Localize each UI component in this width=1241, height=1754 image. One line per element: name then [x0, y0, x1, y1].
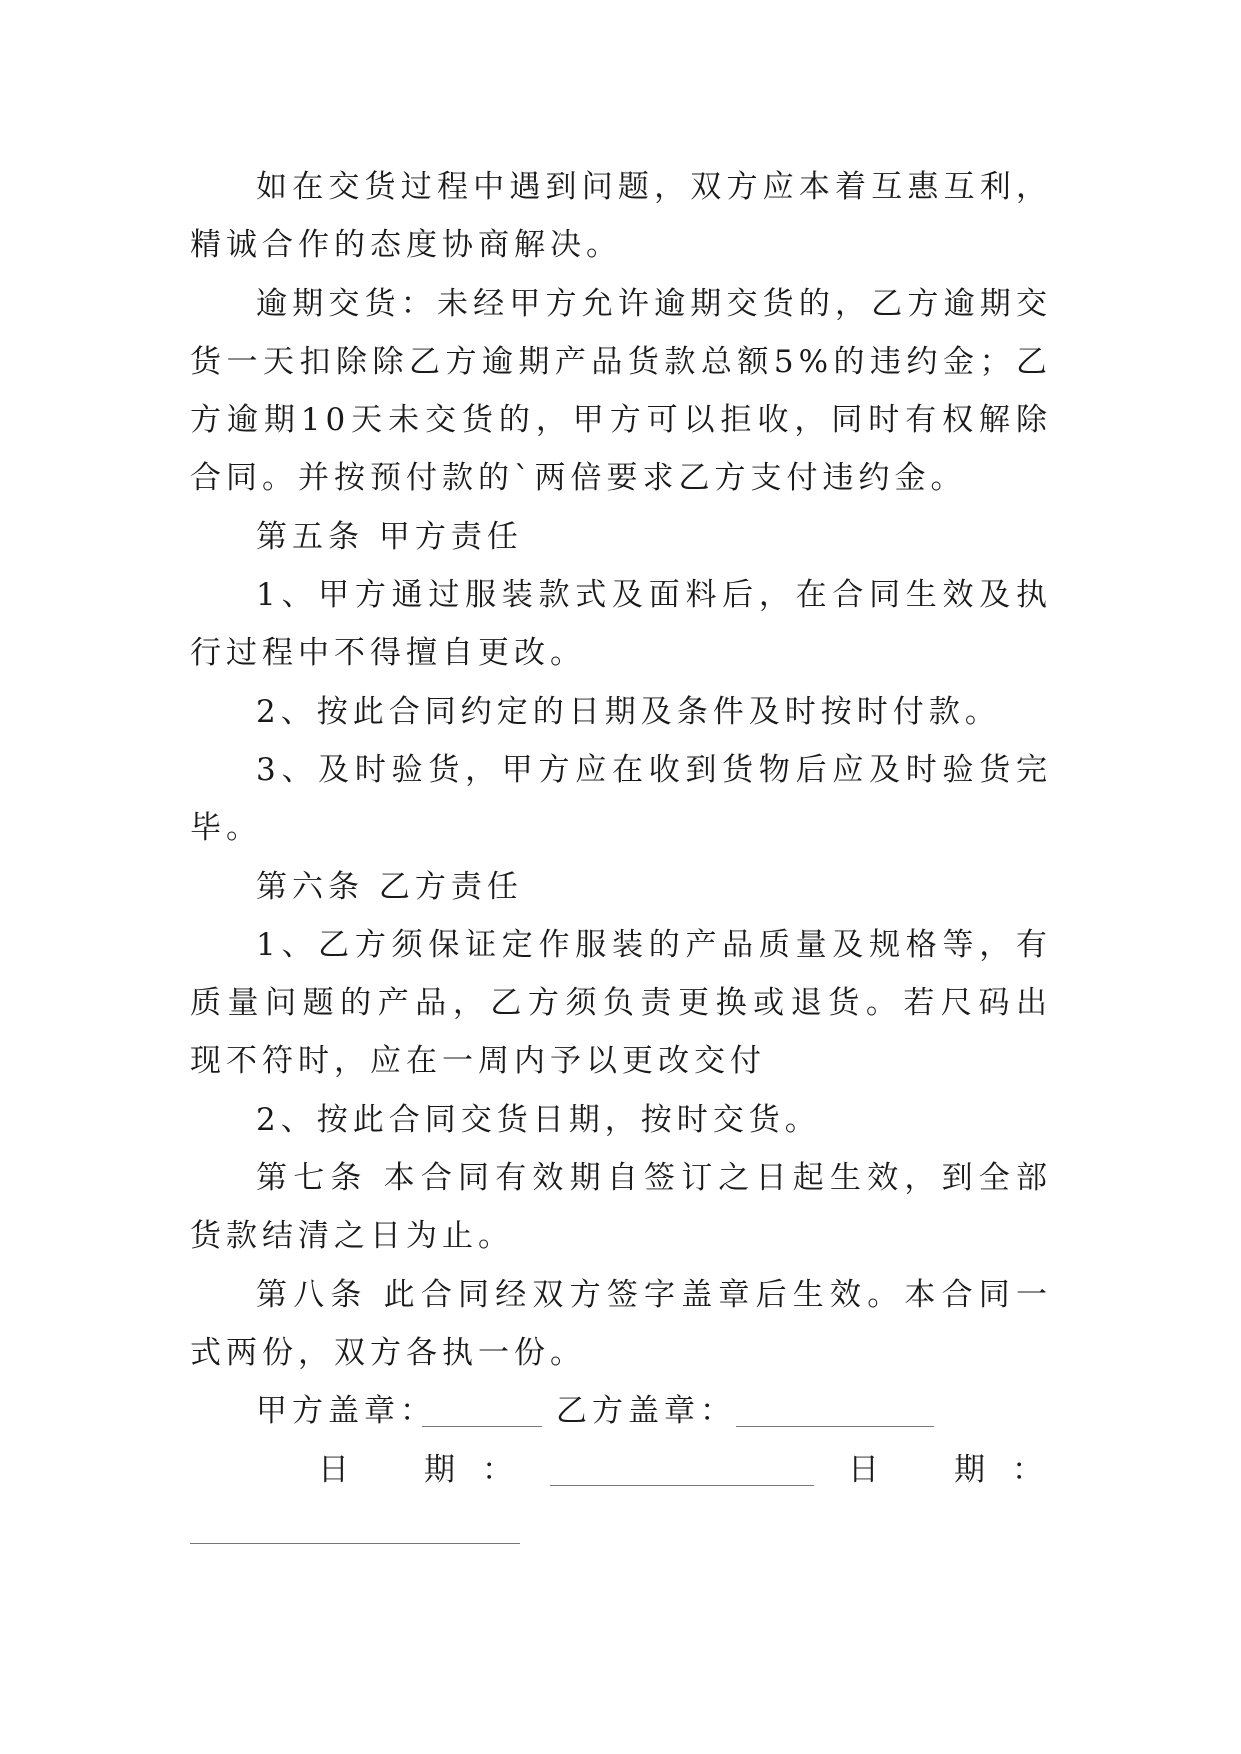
party-b-date-char-2: 期 [954, 1451, 990, 1488]
paragraph-delivery-issues: 如在交货过程中遇到问题，双方应本着互惠互利，精诚合作的态度协商解决。 [190, 169, 1052, 264]
article-5-item-3: 3、及时验货，甲方应在收到货物后应及时验货完毕。 [190, 751, 1052, 847]
party-b-date-colon: ： [1012, 1451, 1048, 1488]
article-6-item-2: 2、按此合同交货日期，按时交货。 [256, 1101, 821, 1138]
party-b-date-char-1: 日 [848, 1451, 884, 1488]
seal-row [190, 1382, 1052, 1440]
party-b-seal-label: 乙方盖章： [556, 1393, 736, 1430]
article-7: 第七条 本合同有效期自签订之日起生效，到全部货款结清之日为止。 [190, 1160, 1052, 1255]
date-line-continuation-row [190, 1499, 1052, 1557]
paragraph-late-delivery: 逾期交货：未经甲方允许逾期交货的，乙方逾期交货一天扣除除乙方逾期产品货款总额5%的违约金；乙方逾期10天未交货的，甲方可以拒收，同时有权解除合同。并按预付款的`两倍要求乙方支付违约金。 [190, 285, 1052, 497]
article-6-item-1: 1、乙方须保证定作服装的产品质量及规格等，有质量问题的产品，乙方须负责更换或退货。若尺码出现不符时，应在一周内予以更改交付 [190, 926, 1052, 1080]
party-a-seal-label: 甲方盖章： [256, 1393, 436, 1430]
party-a-date-char-2: 期 [424, 1451, 460, 1488]
article-8: 第八条 此合同经双方签字盖章后生效。本合同一式两份，双方各执一份。 [190, 1276, 1052, 1371]
party-b-date-line [190, 1543, 520, 1544]
contract-body [190, 158, 1052, 1557]
article-5-item-2: 2、按此合同约定的日期及条件及时按时付款。 [256, 693, 1001, 730]
article-6-heading: 第六条 乙方责任 [256, 868, 523, 905]
article-5-heading: 第五条 甲方责任 [256, 518, 523, 555]
party-a-date-colon: ： [482, 1451, 518, 1488]
party-a-date-line [550, 1485, 814, 1486]
party-b-seal-line [736, 1426, 934, 1427]
party-a-seal-line [422, 1426, 542, 1427]
date-row [190, 1441, 1052, 1499]
party-a-date-char-1: 日 [318, 1451, 354, 1488]
article-5-item-1: 1、甲方通过服装款式及面料后，在合同生效及执行过程中不得擅自更改。 [190, 577, 1052, 672]
